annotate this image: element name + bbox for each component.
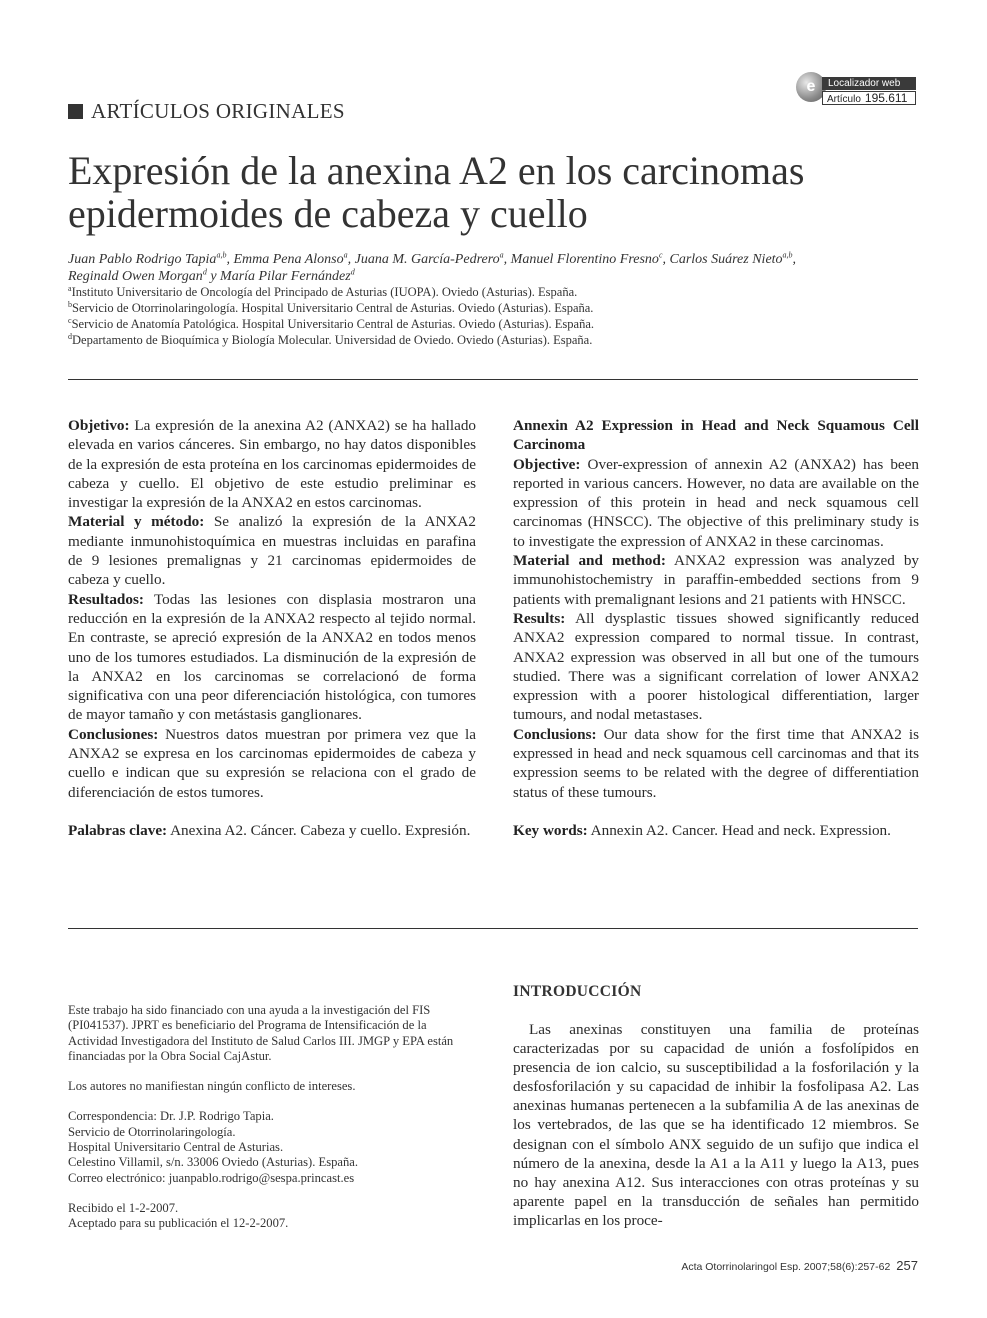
keywords: Palabras clave: Anexina A2. Cáncer. Cabeza y cuello. Expresión. <box>68 821 471 839</box>
section-title: INTRODUCCIÓN <box>513 983 642 1000</box>
affiliation: $^c$Servicio de Anatomía Patológica. Hospital Universitario Central de Asturias. Oviedo (Asturias). España. <box>68 315 595 331</box>
abstract-conclusions: Conclusiones: Nuestros datos muestran por primera vez que la ANXA2 se expresa en los carcinomas epidermoides de cabeza y cuello e indican que su expresión se relaciona con el grado de diferenciación de estos tumores. <box>68 725 477 801</box>
abstract-results: Resultados: Todas las lesiones con displasia mostraron una reducción en la expresión de la ANXA2 respecto al tejido normal. En contraste, se apreció expresión de la ANXA2 en todos menos uno de los tumores estudiados. La disminución de la expresión de la ANXA2 en los carcinomas se correlacionó de forma significativa con una peor diferenciación histológica, con tumores de mayor tamaño y con metástasis ganglionares. <box>68 590 476 724</box>
section-heading <box>68 99 345 124</box>
affiliation: $^d$Departamento de Bioquímica y Biología Molecular. Universidad de Oviedo. Oviedo (Asturias). España. <box>68 331 593 347</box>
abstract-objective: Objetivo: La expresión de la anexina A2 (ANXA2) se ha hallado elevada en varios cánceres. Sin embargo, no hay datos disponibles de la expresión de esta proteína en los carcinomas epidermoides de cabeza y cuello. El objetivo de este estudio preliminar es investigar la expresión de la ANXA2 en estos carcinomas. <box>68 417 477 512</box>
affiliation-list <box>68 284 928 348</box>
abstract-method: Material y método: Se analizó la expresión de la ANXA2 mediante inmunohistoquímica en muestras incluidas en parafina de 9 lesiones premalignas y 21 carcinomas epidermoides de cabeza y cuello. <box>68 513 476 589</box>
web-locator-label: Localizador web <box>822 77 916 90</box>
keywords: Key words: Annexin A2. Cancer. Head and neck. Expression. <box>513 821 891 839</box>
dates: Recibido el 1-2-2007. Aceptado para su publicación el 12-2-2007. <box>68 1200 289 1231</box>
article-number: 195.611 <box>864 91 908 105</box>
affiliation: $^a$Instituto Universitario de Oncología del Principado de Asturias (IUOPA). Oviedo (Asturias). España. <box>68 283 578 299</box>
introduction-text: Las anexinas constituyen una familia de proteínas caracterizadas por su capacidad de unión a fosfolípidos en presencia de ion calcio, su susceptibilidad a la fosforilación y la desfosforilación y su capacidad de inhibir la fosfolipasa A2. Las anexinas humanas pertenecen a la subfamilia A de las anexinas de los vertebrados, de las que se ha identificado 12 miembros. Se designan con el símbolo ANX seguido de un sufijo que indica el número de la anexina, desde la A1 a la A11 y luego la A13, pues no hay anexina A12. Sus interacciones con otras proteínas y su aparente papel en la transducción de señales han permitido implicarlas en los proce- <box>513 1021 919 1229</box>
abstract-objective: Objective: Over-expression of annexin A2 (ANXA2) has been reported in various cancers. However, no data are available on the expression of this protein in head and neck squamous cell carcinomas (HNSCC). The objective of this preliminary study is to investigate the expression of ANXA2 in these carcinomas. <box>513 455 920 550</box>
article-notes <box>68 1003 466 1247</box>
author-list: Juan Pablo Rodrigo Tapia$^{a,b}$, Emma Pena Alonso$^a$, Juana M. García-Pedrero$^a$, Manuel Florentino Fresno$^c$, Carlos Suárez Nieto$^{a,b}$, Reginald Owen Morgan$^d$ y María Pilar Fernández$^d$ <box>68 250 797 284</box>
journal-citation: Acta Otorrinolaringol Esp. 2007;58(6):257-62 <box>681 1261 891 1273</box>
abstract-conclusions: Conclusions: Our data show for the first time that ANXA2 is expressed in head and neck squamous cell carcinomas and that its expression seems to be related with the degree of differentiation status of these tumours. <box>513 725 920 801</box>
email[interactable]: Correo electrónico: juanpablo.rodrigo@sespa.princast.es <box>68 1170 355 1185</box>
abstract-method: Material and method: ANXA2 expression was analyzed by immunohistochemistry in paraffin-embedded sections from 9 patients with premalignant lesions and 21 patients with HNSCC. <box>513 552 920 608</box>
divider <box>68 379 918 380</box>
article-title: Expresión de la anexina A2 en los carcinomas epidermoides de cabeza y cuello <box>68 148 805 236</box>
affiliation: $^b$Servicio de Otorrinolaringología. Hospital Universitario Central de Asturias. Oviedo (Asturias). España. <box>68 299 594 315</box>
web-locator-badge[interactable] <box>796 70 920 108</box>
section-label: ARTÍCULOS ORIGINALES <box>91 99 345 123</box>
correspondence: Correspondencia: Dr. J.P. Rodrigo Tapia. Servicio de Otorrinolaringología. Hospital Universitario Central de Asturias. Celestino Villamil, s/n. 33006 Oviedo (Asturias). España. Correo electrónico: juanpablo.rodrigo@sespa.princast.es <box>68 1109 359 1185</box>
funding-note: Este trabajo ha sido financiado con una ayuda a la investigación del FIS (PI041537). JPRT es beneficiario del Programa de Intensificación de la Actividad Investigadora del Instituto de Salud Carlos III. JMGP y EPA están financiadas por la Obra Social CajAstur. <box>68 1003 454 1063</box>
abstract-spanish <box>68 416 476 840</box>
abstract-title: Annexin A2 Expression in Head and Neck Squamous Cell Carcinoma <box>513 417 919 454</box>
page-footer <box>660 1258 918 1273</box>
square-bullet-icon <box>68 104 83 119</box>
abstract-english <box>513 416 919 840</box>
article-label: Artículo <box>827 94 861 105</box>
page-number: 257 <box>896 1258 918 1273</box>
conflict-note: Los autores no manifiestan ningún conflicto de intereses. <box>68 1079 356 1094</box>
divider <box>68 928 918 929</box>
abstract-results: Results: All dysplastic tissues showed significantly reduced ANXA2 expression compared to normal tissue. In contrast, ANXA2 expression was observed in all but one of the tumours studied. There was a significant correlation of lower ANXA2 expression with a poorer histological differentiation, larger tumours, and nodal metastases. <box>513 609 919 724</box>
e-globe-icon: e <box>796 72 826 102</box>
article-number-box <box>822 91 916 105</box>
